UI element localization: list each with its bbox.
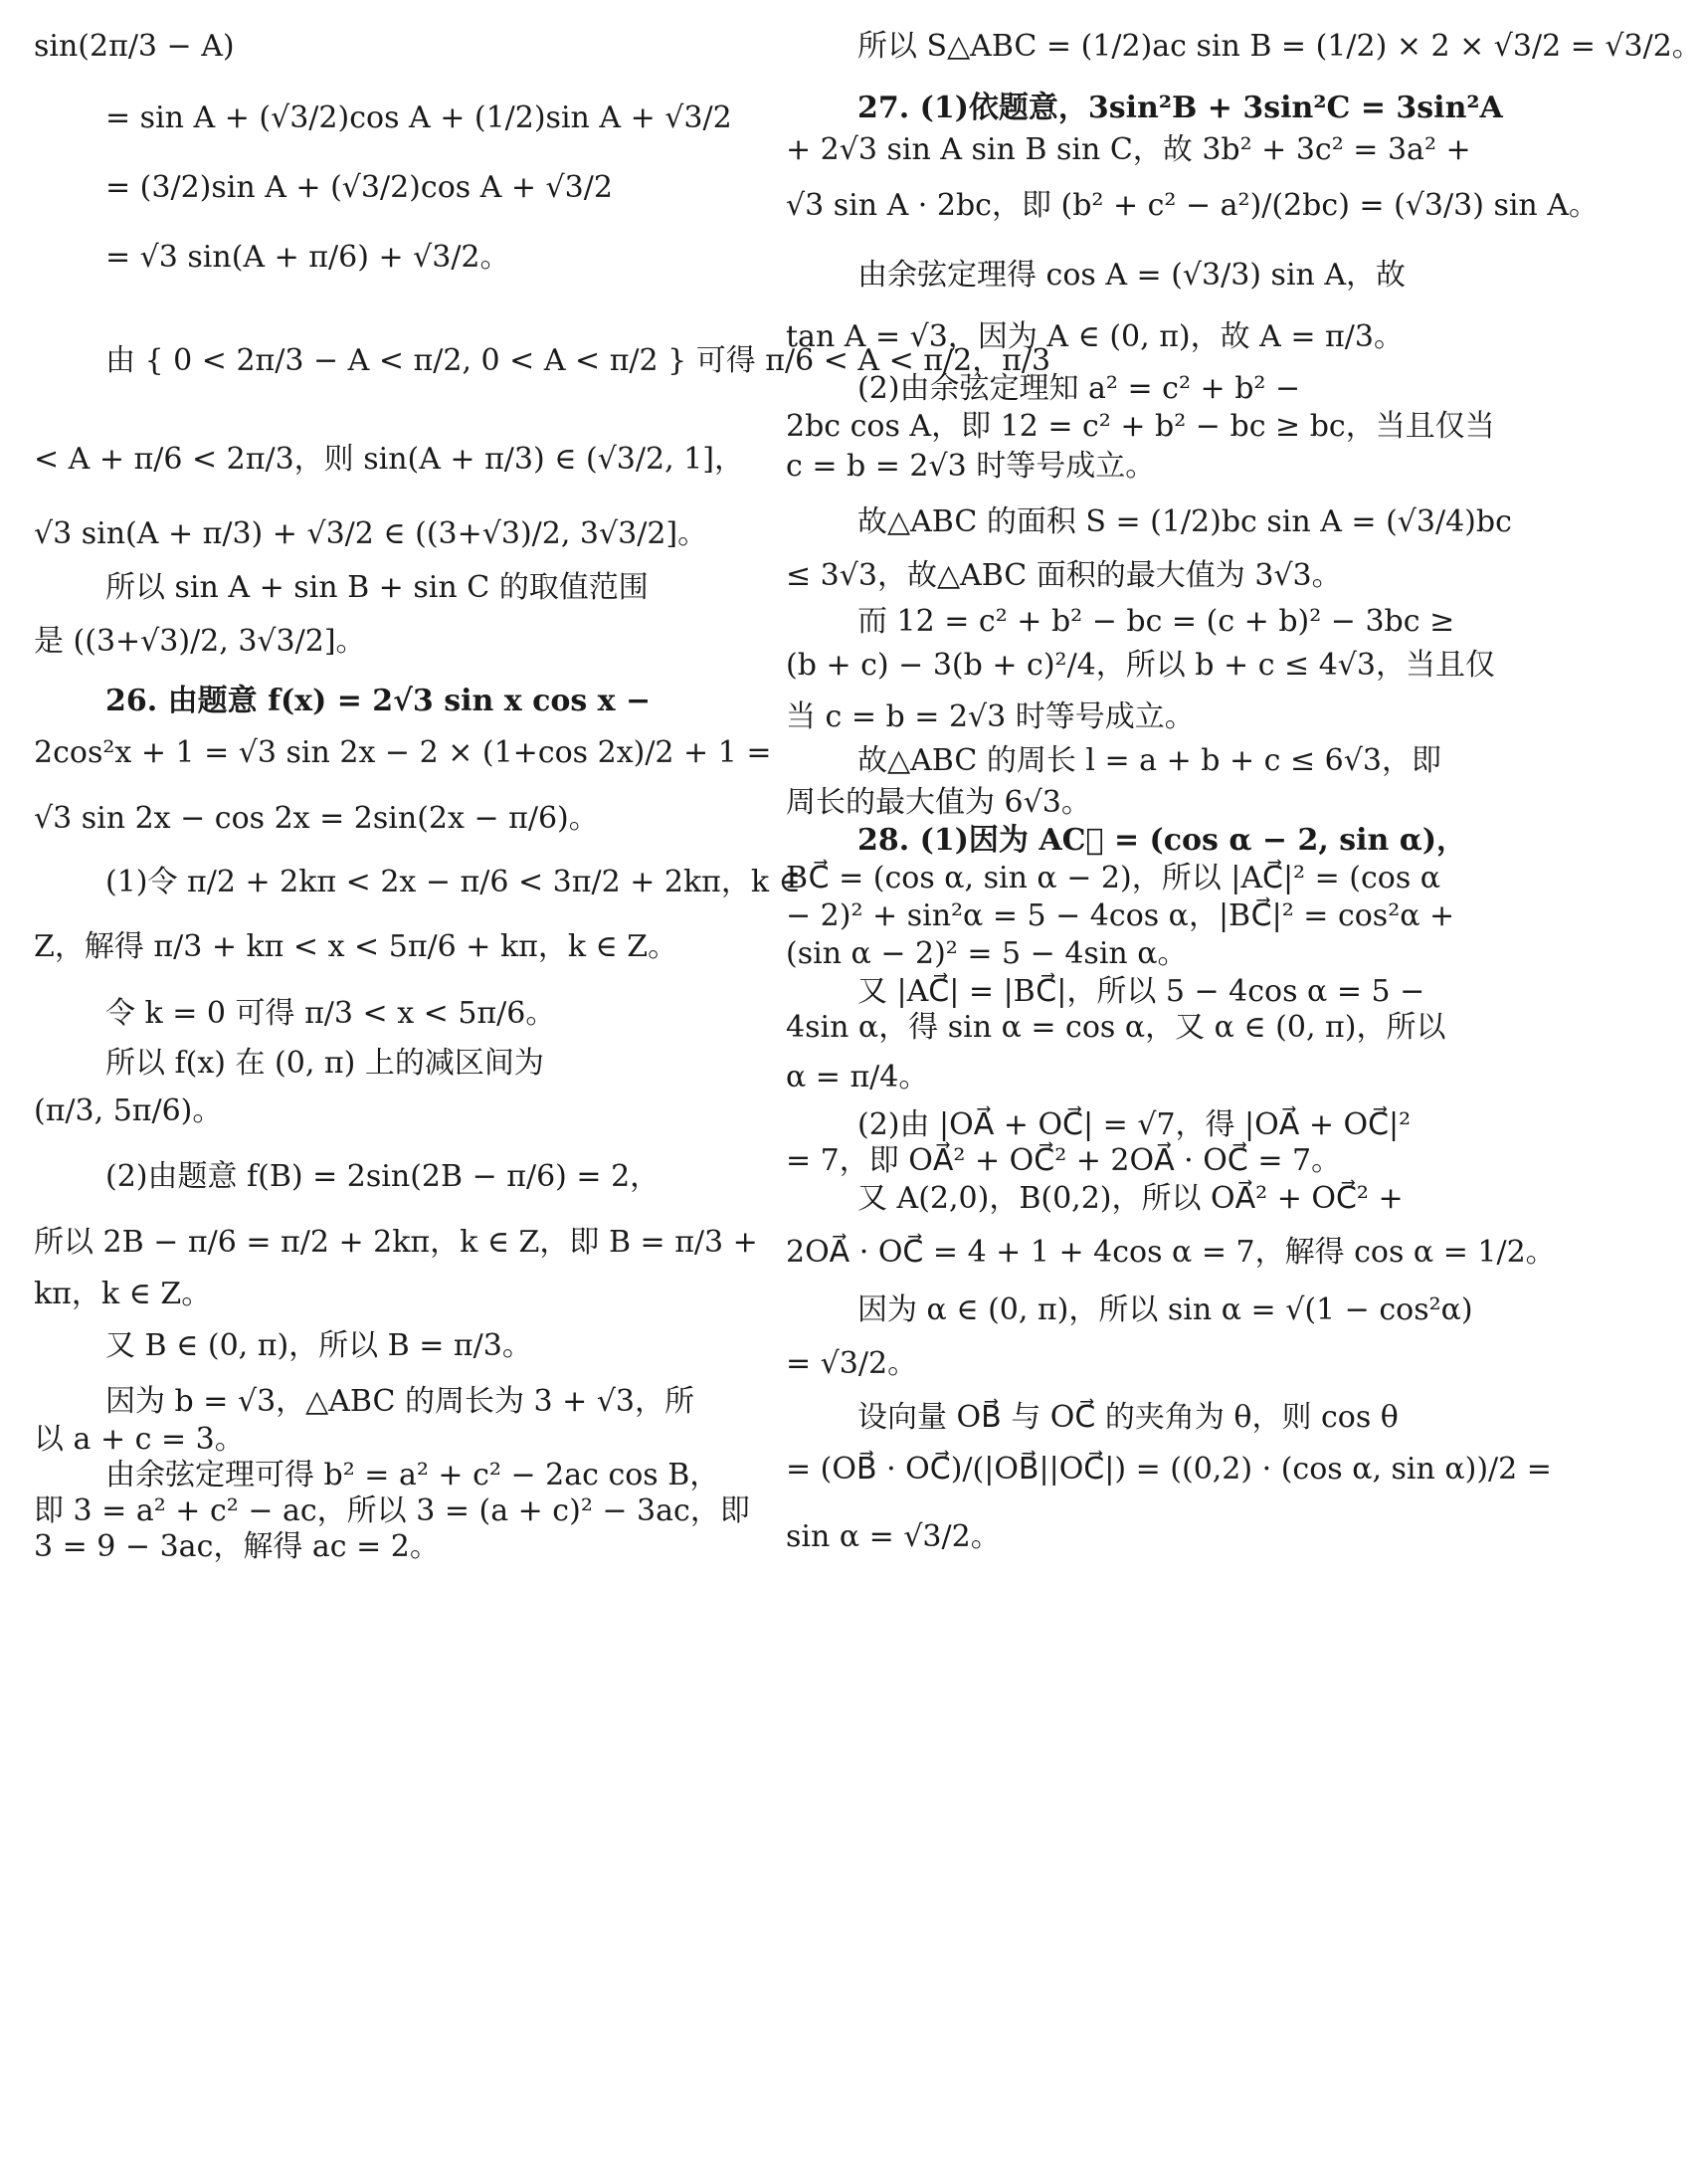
text-line: 因为 b = √3，△ABC 的周长为 3 + √3，所 xyxy=(105,1384,695,1419)
math-line: = √3 sin(A + π/6) + √3/2。 xyxy=(105,240,510,275)
math-line: 周长的最大值为 6√3。 xyxy=(786,785,1091,820)
math-line: 又 |AC⃗| = |BC⃗|，所以 5 − 4cos α = 5 − xyxy=(857,974,1425,1009)
math-line: Z，解得 π/3 + kπ < x < 5π/6 + kπ，k ∈ Z。 xyxy=(34,929,678,964)
math-line: 而 12 = c² + b² − bc = (c + b)² − 3bc ≥ xyxy=(857,604,1455,639)
problem-26-heading: 26. 由题意 f(x) = 2√3 sin x cos x − xyxy=(105,684,652,718)
math-line: (2)由题意 f(B) = 2sin(2B − π/6) = 2， xyxy=(105,1159,661,1194)
math-line: tan A = √3，因为 A ∈ (0, π)，故 A = π/3。 xyxy=(786,319,1404,354)
math-line: < A + π/6 < 2π/3，则 sin(A + π/3) ∈ (√3/2, 1]， xyxy=(34,442,744,477)
math-line: α = π/4。 xyxy=(786,1060,929,1094)
math-line: = √3/2。 xyxy=(786,1346,918,1381)
text-line: 以 a + c = 3。 xyxy=(34,1422,245,1457)
math-line: = (3/2)sin A + (√3/2)cos A + √3/2 xyxy=(105,170,613,205)
math-line: 由余弦定理得 cos A = (√3/3) sin A，故 xyxy=(857,258,1407,293)
problem-27-heading: 27. (1)依题意，3sin²B + 3sin²C = 3sin²A xyxy=(857,91,1503,125)
math-line: 又 B ∈ (0, π)，所以 B = π/3。 xyxy=(105,1328,532,1363)
math-line: 所以 2B − π/6 = π/2 + 2kπ，k ∈ Z，即 B = π/3 + xyxy=(34,1225,758,1260)
math-line: (2)由 |OA⃗ + OC⃗| = √7，得 |OA⃗ + OC⃗|² xyxy=(857,1107,1412,1142)
math-line: 2bc cos A，即 12 = c² + b² − bc ≥ bc，当且仅当 xyxy=(786,409,1495,444)
math-line: 当 c = b = 2√3 时等号成立。 xyxy=(786,699,1195,734)
text-line: 所以 sin A + sin B + sin C 的取值范围 xyxy=(105,570,649,605)
math-line: 令 k = 0 可得 π/3 < x < 5π/6。 xyxy=(105,996,556,1031)
math-line: 4sin α，得 sin α = cos α，又 α ∈ (0, π)，所以 xyxy=(786,1010,1446,1045)
math-line: (2)由余弦定理知 a² = c² + b² − xyxy=(857,371,1301,406)
math-line: √3 sin(A + π/3) + √3/2 ∈ ((3+√3)/2, 3√3/2]。 xyxy=(34,516,708,551)
math-line: √3 sin 2x − cos 2x = 2sin(2x − π/6)。 xyxy=(34,801,599,836)
math-line: (sin α − 2)² = 5 − 4sin α。 xyxy=(786,936,1188,971)
math-line: 又 A(2,0)，B(0,2)，所以 OA⃗² + OC⃗² + xyxy=(857,1181,1404,1216)
math-line: (b + c) − 3(b + c)²/4，所以 b + c ≤ 4√3，当且仅 xyxy=(786,648,1496,683)
math-line: = 7，即 OA⃗² + OC⃗² + 2OA⃗ · OC⃗ = 7。 xyxy=(786,1143,1342,1178)
math-line: √3 sin A · 2bc，即 (b² + c² − a²)/(2bc) = (√3/3) sin A。 xyxy=(786,188,1599,223)
math-line: BC⃗ = (cos α, sin α − 2)，所以 |AC⃗|² = (cos α xyxy=(786,861,1441,895)
math-line: ≤ 3√3，故△ABC 面积的最大值为 3√3。 xyxy=(786,558,1342,593)
text-line: 所以 f(x) 在 (0, π) 上的减区间为 xyxy=(105,1046,544,1081)
math-line: c = b = 2√3 时等号成立。 xyxy=(786,449,1156,484)
problem-28-heading: 28. (1)因为 AC⃗ = (cos α − 2, sin α)， xyxy=(857,823,1467,858)
math-line: kπ，k ∈ Z。 xyxy=(34,1277,212,1311)
math-line: 3 = 9 − 3ac，解得 ac = 2。 xyxy=(34,1529,440,1564)
math-line: 故△ABC 的周长 l = a + b + c ≤ 6√3，即 xyxy=(857,743,1441,778)
text-line: 是 ((3+√3)/2, 3√3/2]。 xyxy=(34,624,366,659)
math-line: 即 3 = a² + c² − ac，所以 3 = (a + c)² − 3ac，即 xyxy=(34,1493,750,1528)
math-line: = (OB⃗ · OC⃗)/(|OB⃗||OC⃗|) = ((0,2) · (cos α, sin α))/2 = xyxy=(786,1452,1552,1487)
math-line: (1)令 π/2 + 2kπ < 2x − π/6 < 3π/2 + 2kπ，k ∈ xyxy=(105,865,801,899)
math-line: 2OA⃗ · OC⃗ = 4 + 1 + 4cos α = 7，解得 cos α = 1/2。 xyxy=(786,1235,1556,1270)
math-line: 所以 S△ABC = (1/2)ac sin B = (1/2) × 2 × √3/2 = √3/2。 xyxy=(857,29,1702,64)
math-line: − 2)² + sin²α = 5 − 4cos α，|BC⃗|² = cos²α + xyxy=(786,898,1455,933)
math-line: + 2√3 sin A sin B sin C，故 3b² + 3c² = 3a² + xyxy=(786,132,1471,167)
math-line: 2cos²x + 1 = √3 sin 2x − 2 × (1+cos 2x)/2 + 1 = xyxy=(34,735,772,770)
math-line: (π/3, 5π/6)。 xyxy=(34,1093,223,1128)
math-line: sin(2π/3 − A) xyxy=(34,29,235,64)
math-line: 故△ABC 的面积 S = (1/2)bc sin A = (√3/4)bc xyxy=(857,504,1512,539)
math-line: 因为 α ∈ (0, π)，所以 sin α = √(1 − cos²α) xyxy=(857,1292,1473,1327)
math-line: 由余弦定理可得 b² = a² + c² − 2ac cos B， xyxy=(105,1458,720,1492)
math-line: = sin A + (√3/2)cos A + (1/2)sin A + √3/2 xyxy=(105,100,732,135)
math-line: 由 { 0 < 2π/3 − A < π/2, 0 < A < π/2 } 可得 π/6 < A < π/2，π/3 xyxy=(105,343,1051,378)
math-line: sin α = √3/2。 xyxy=(786,1519,1001,1554)
math-line: 设向量 OB⃗ 与 OC⃗ 的夹角为 θ，则 cos θ xyxy=(857,1400,1399,1435)
